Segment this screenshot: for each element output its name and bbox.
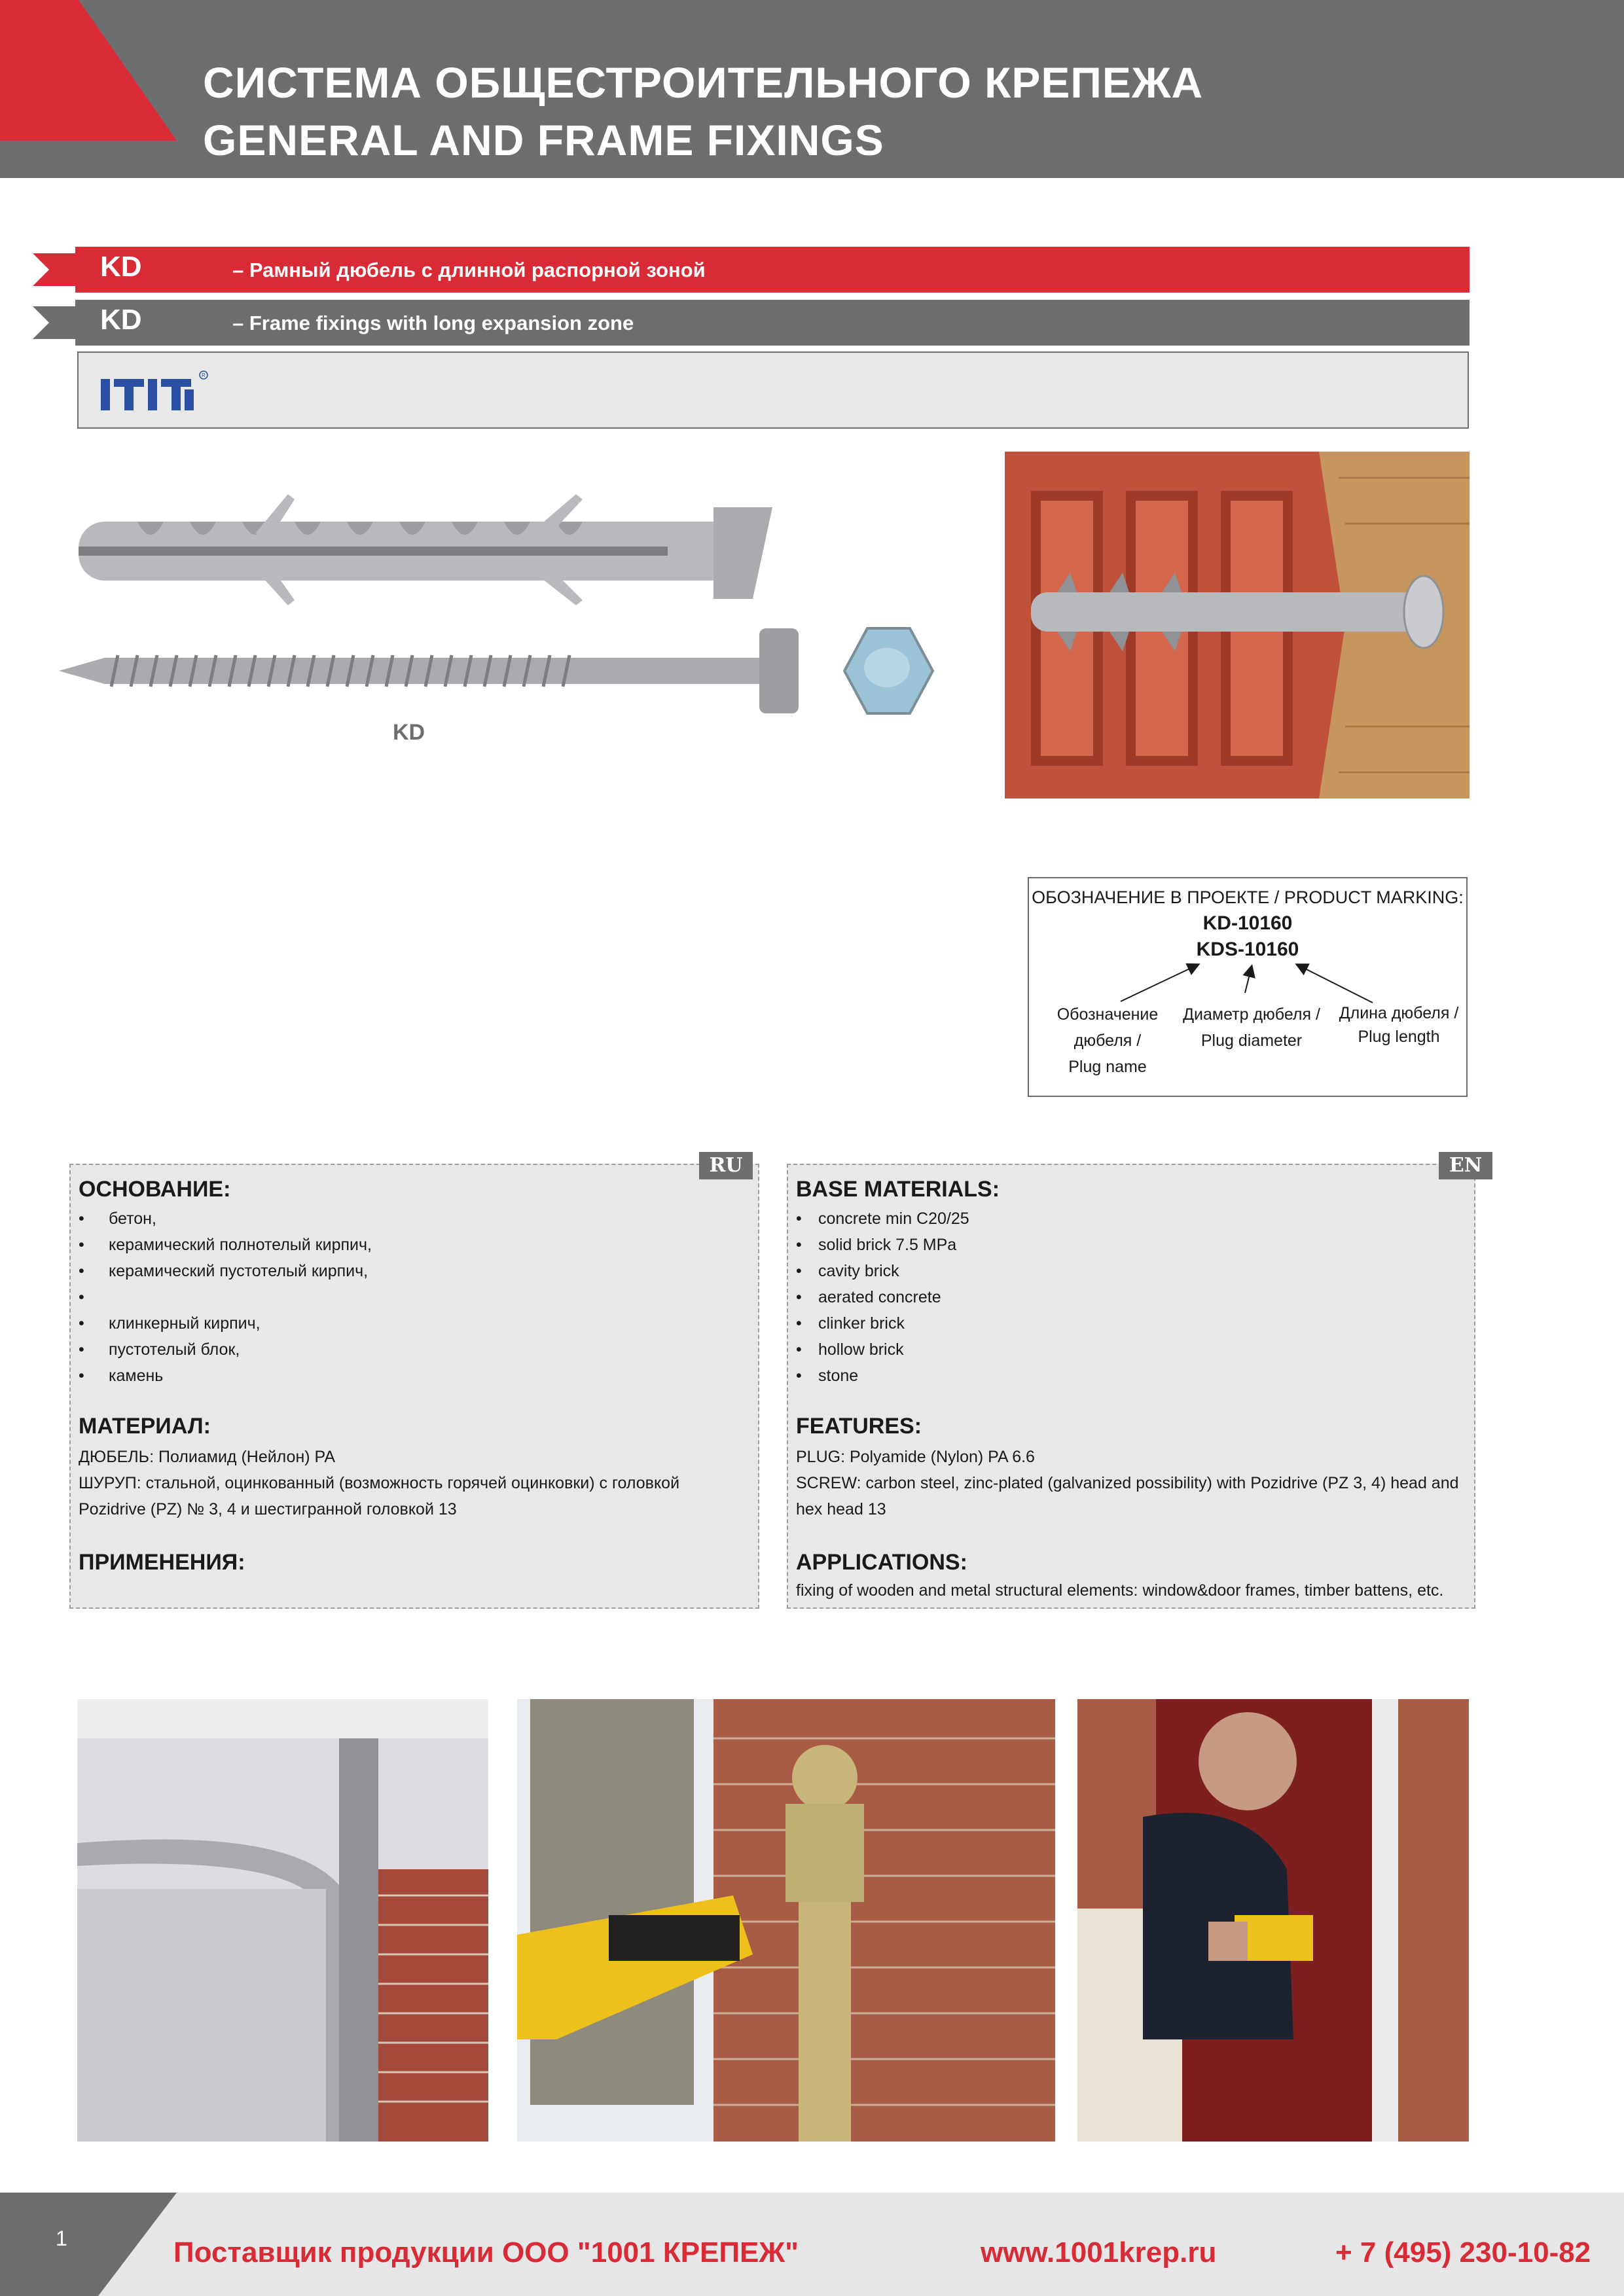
product-desc-en: – Frame fixings with long expansion zone	[232, 312, 634, 334]
list-item: • solid brick 7.5 MPa	[796, 1232, 969, 1258]
product-code-ru: KD	[100, 251, 142, 283]
drilling-wooden-post-photo	[517, 1699, 1055, 2142]
lang-tag-en: EN	[1439, 1152, 1492, 1179]
marking-label-plug-length	[1330, 1001, 1468, 1049]
page-title-en: GENERAL AND FRAME FIXINGS	[203, 116, 884, 164]
features-line-1-en: PLUG: Polyamide (Nylon) PA 6.6	[796, 1448, 1035, 1466]
iti-logo	[101, 370, 212, 416]
list-item: • hollow brick	[796, 1336, 969, 1363]
applications-title-en: APPLICATIONS:	[796, 1550, 967, 1575]
product-dowel-screw-image	[59, 481, 975, 762]
marking-code-2: KDS-10160	[1196, 939, 1299, 960]
garage-door-frame-photo	[77, 1699, 488, 2142]
marking-code-1: KD-10160	[1202, 912, 1293, 934]
marking-label-name-line: Обозначение	[1056, 1005, 1159, 1024]
page-title-ru: СИСТЕМА ОБЩЕСТРОИТЕЛЬНОГО КРЕПЕЖА	[203, 58, 1204, 107]
door-frame-installation-photo	[1077, 1699, 1469, 2142]
applications-text-en: fixing of wooden and metal structural elements: window&door frames, timber battens, etc.	[796, 1581, 1444, 1600]
footer-phone: + 7 (495) 230-10-82	[1335, 2236, 1591, 2269]
base-materials-list-en	[796, 1206, 969, 1389]
marking-title: ОБОЗНАЧЕНИЕ В ПРОЕКТЕ / PRODUCT MARKING:	[1032, 888, 1464, 907]
installation-cross-section-image	[1005, 452, 1470, 798]
header-red-corner	[0, 0, 203, 178]
page-number: 1	[56, 2227, 67, 2250]
list-item: • concrete min C20/25	[796, 1206, 969, 1232]
list-item: • cavity brick	[796, 1258, 969, 1284]
base-materials-title-en: BASE MATERIALS:	[796, 1177, 1000, 1202]
marking-label-len-line: Plug length	[1358, 1028, 1440, 1046]
material-line-2-ru: ШУРУП: стальной, оцинкованный (возможность горячей оцинковки) с головкой Pozidrive (PZ) № 3, 4 и шестигранной головкой 13	[79, 1474, 680, 1518]
footer-website-link[interactable]: www.1001krep.ru	[981, 2236, 1217, 2269]
list-item: • керамический пустотелый кирпич,	[79, 1258, 372, 1284]
brand-logo-box	[77, 351, 1469, 429]
list-item: • clinker brick	[796, 1310, 969, 1336]
marking-label-name-line: Plug name	[1068, 1058, 1147, 1076]
marking-label-plug-name	[1042, 1001, 1173, 1080]
product-bar-ru	[75, 247, 1470, 293]
product-desc-ru: – Рамный дюбель с длинной распорной зоной	[232, 259, 706, 281]
info-panel-en	[787, 1154, 1483, 1609]
footer-supplier: Поставщик продукции ООО "1001 КРЕПЕЖ"	[173, 2236, 799, 2269]
svg-text:R: R	[202, 372, 206, 378]
list-item: • керамический полнотелый кирпич,	[79, 1232, 372, 1258]
material-title-ru: МАТЕРИАЛ:	[79, 1414, 211, 1439]
list-item	[79, 1284, 372, 1310]
marking-label-plug-diameter	[1170, 1001, 1333, 1054]
material-line-1-ru: ДЮБЕЛЬ: Полиамид (Нейлон) PA	[79, 1448, 336, 1466]
marking-label-name-line: дюбеля /	[1074, 1031, 1142, 1050]
lang-tag-ru: RU	[699, 1152, 753, 1179]
marking-label-len-line: Длина дюбеля /	[1339, 1004, 1459, 1022]
product-bar-en	[75, 300, 1470, 346]
product-code-en: KD	[100, 304, 142, 336]
base-materials-title-ru: ОСНОВАНИЕ:	[79, 1177, 231, 1202]
marking-label-diam-line: Plug diameter	[1200, 1031, 1303, 1050]
list-item: • aerated concrete	[796, 1284, 969, 1310]
marking-label-diam-line: Диаметр дюбеля /	[1183, 1005, 1320, 1024]
list-item: • бетон,	[79, 1206, 372, 1232]
list-item: • пустотелый блок,	[79, 1336, 372, 1363]
list-item: • stone	[796, 1363, 969, 1389]
features-line-2-en: SCREW: carbon steel, zinc-plated (galvanized possibility) with Pozidrive (PZ 3, 4) head and hex head 13	[796, 1474, 1459, 1518]
features-title-en: FEATURES:	[796, 1414, 922, 1439]
base-materials-list-ru	[79, 1206, 372, 1389]
applications-title-ru: ПРИМЕНЕНИЯ:	[79, 1550, 245, 1575]
info-panel-ru	[69, 1154, 759, 1609]
list-item: • клинкерный кирпич,	[79, 1310, 372, 1336]
product-marking-box	[1028, 877, 1468, 1097]
product-image-caption: KD	[393, 720, 425, 745]
list-item: • камень	[79, 1363, 372, 1389]
